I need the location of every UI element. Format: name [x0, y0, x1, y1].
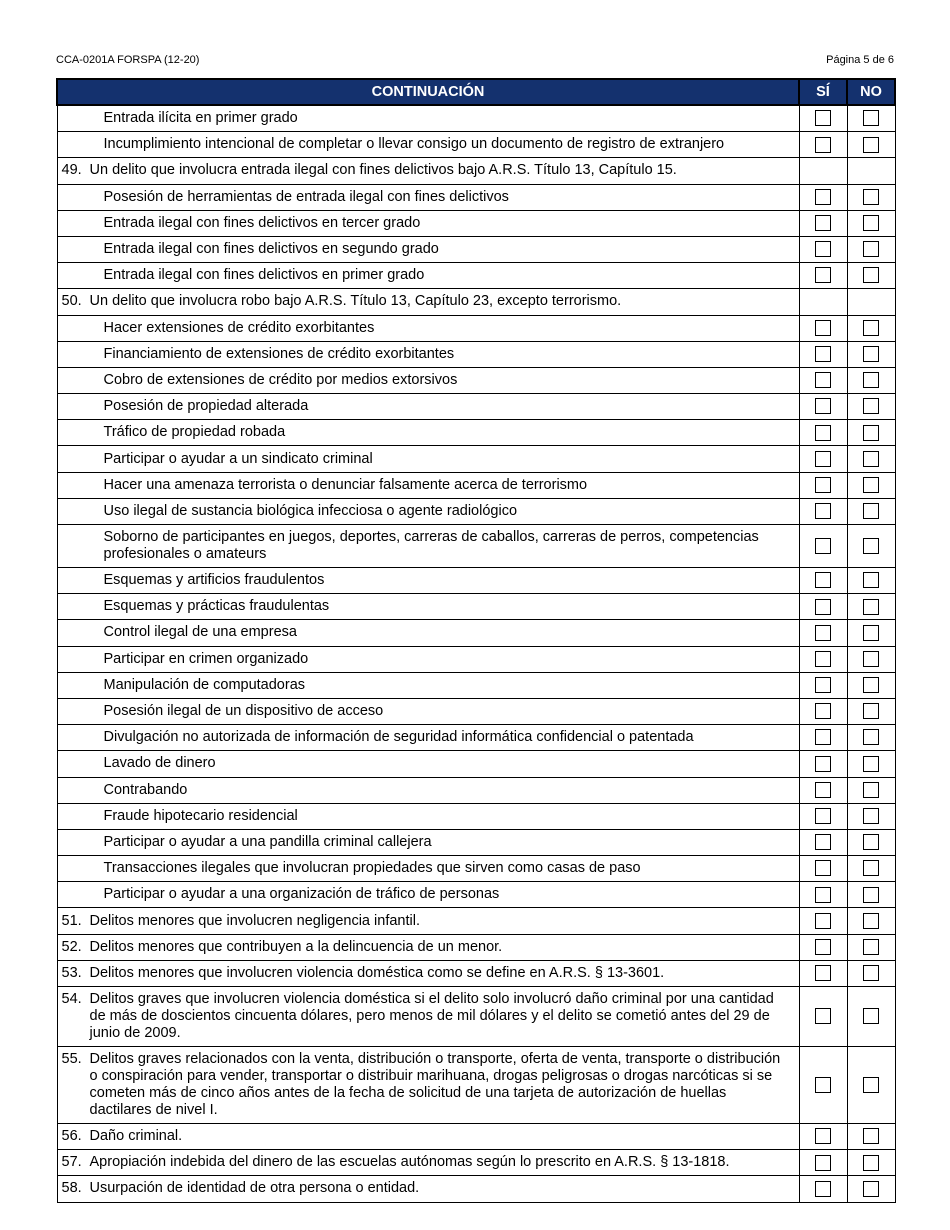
question-cell [57, 184, 799, 210]
question-cell [57, 315, 799, 341]
question-row [57, 960, 895, 986]
sub-item-text: Uso ilegal de sustancia biológica infecciosa o agente radiológico [103, 502, 518, 519]
yes-cell [799, 1124, 847, 1150]
sub-item-text: Posesión ilegal de un dispositivo de acceso [103, 703, 384, 720]
question-row [57, 1176, 895, 1202]
sub-item-row [57, 315, 895, 341]
yes-checkbox[interactable] [815, 599, 831, 615]
sub-item-text: Incumplimiento intencional de completar o llevar consigo un documento de registro de extranjero [103, 136, 725, 153]
question-cell [57, 394, 799, 420]
sub-item-row [57, 646, 895, 672]
yes-checkbox[interactable] [815, 267, 831, 283]
yes-cell [799, 367, 847, 393]
yes-cell [799, 498, 847, 524]
no-checkbox[interactable] [863, 939, 879, 955]
question-row [57, 1124, 895, 1150]
sub-item-text: Participar o ayudar a una pandilla criminal callejera [103, 833, 432, 850]
yes-cell [799, 829, 847, 855]
no-cell [847, 803, 895, 829]
yes-checkbox[interactable] [815, 860, 831, 876]
no-cell [847, 1176, 895, 1202]
question-cell [57, 525, 799, 568]
no-cell [847, 315, 895, 341]
sub-item-row [57, 620, 895, 646]
no-cell [847, 263, 895, 289]
question-number: 53. [61, 964, 82, 981]
sub-item-text: Entrada ilegal con fines delictivos en primer grado [103, 267, 425, 284]
no-checkbox[interactable] [863, 1128, 879, 1144]
yes-cell [799, 394, 847, 420]
question-row [57, 289, 895, 315]
sub-item-text: Transacciones ilegales que involucran propiedades que sirven como casas de paso [103, 860, 641, 877]
no-cell [847, 105, 895, 132]
yes-checkbox[interactable] [815, 503, 831, 519]
yes-checkbox[interactable] [815, 320, 831, 336]
yes-cell [799, 934, 847, 960]
no-cell [847, 420, 895, 446]
question-cell [57, 236, 799, 262]
sub-item-text: Posesión de propiedad alterada [103, 398, 309, 415]
no-cell [847, 934, 895, 960]
page-number: Página 5 de 6 [826, 54, 894, 66]
yes-checkbox[interactable] [815, 189, 831, 205]
yes-cell [799, 568, 847, 594]
yes-cell [799, 803, 847, 829]
sub-item-row [57, 525, 895, 568]
yes-checkbox[interactable] [815, 110, 831, 126]
no-cell [847, 472, 895, 498]
question-cell [57, 1124, 799, 1150]
no-checkbox[interactable] [863, 398, 879, 414]
question-cell [57, 1047, 799, 1124]
sub-item-text: Posesión de herramientas de entrada ilegal con fines delictivos [103, 188, 509, 205]
no-checkbox[interactable] [863, 599, 879, 615]
yes-cell [799, 882, 847, 908]
yes-checkbox[interactable] [815, 398, 831, 414]
sub-item-text: Manipulación de computadoras [103, 676, 306, 693]
sub-item-row [57, 725, 895, 751]
no-cell [847, 341, 895, 367]
sub-item-text: Esquemas y artificios fraudulentos [103, 572, 325, 589]
yes-checkbox[interactable] [815, 1128, 831, 1144]
question-cell [57, 646, 799, 672]
question-cell [57, 568, 799, 594]
yes-checkbox[interactable] [815, 782, 831, 798]
question-text: Delitos graves que involucren violencia doméstica si el delito solo involucró daño criminal por una cantidad de más de doscientos cincuenta dólares, pero menos de mil dólares y el delito se cometió antes del 29 de junio de 2009. [89, 991, 774, 1041]
question-text: Delitos graves relacionados con la venta, distribución o transporte, oferta de venta, transporte o distribución o conspiración para vender, transportar o distribuir marihuana, drogas peligrosas o drogas narcóticas si se cometen más de cinco años antes de la fecha de solicitud de una tarjeta de autorización de huellas dactilares de nivel I. [89, 1051, 781, 1118]
no-cell [847, 1047, 895, 1124]
yes-checkbox[interactable] [815, 965, 831, 981]
no-checkbox[interactable] [863, 372, 879, 388]
sub-item-text: Participar o ayudar a una organización de tráfico de personas [103, 886, 500, 903]
yes-checkbox[interactable] [815, 887, 831, 903]
yes-cell [799, 132, 847, 158]
question-number: 51. [61, 912, 82, 929]
yes-cell [799, 725, 847, 751]
no-cell [847, 568, 895, 594]
yes-checkbox[interactable] [815, 477, 831, 493]
question-cell [57, 105, 799, 132]
yes-checkbox[interactable] [815, 808, 831, 824]
question-cell [57, 1150, 799, 1176]
sub-item-row [57, 856, 895, 882]
question-cell [57, 263, 799, 289]
question-cell [57, 698, 799, 724]
yes-cell [799, 420, 847, 446]
sub-item-row [57, 803, 895, 829]
no-cell [847, 158, 895, 184]
sub-item-row [57, 672, 895, 698]
question-cell [57, 132, 799, 158]
sub-item-row [57, 698, 895, 724]
sub-item-row [57, 498, 895, 524]
yes-cell [799, 184, 847, 210]
sub-item-text: Financiamiento de extensiones de crédito exorbitantes [103, 345, 455, 362]
no-checkbox[interactable] [863, 267, 879, 283]
yes-cell [799, 594, 847, 620]
yes-cell [799, 646, 847, 672]
yes-cell [799, 158, 847, 184]
yes-cell [799, 856, 847, 882]
yes-cell [799, 1176, 847, 1202]
no-checkbox[interactable] [863, 241, 879, 257]
question-number: 54. [61, 991, 82, 1007]
no-checkbox[interactable] [863, 215, 879, 231]
yes-cell [799, 698, 847, 724]
sub-item-row [57, 829, 895, 855]
yes-checkbox[interactable] [815, 625, 831, 641]
question-number: 50. [61, 293, 82, 310]
yes-checkbox[interactable] [815, 137, 831, 153]
question-text: Un delito que involucra entrada ilegal con fines delictivos bajo A.R.S. Título 13, Capítulo 15. [89, 162, 677, 179]
question-cell [57, 210, 799, 236]
question-number: 56. [61, 1128, 82, 1145]
yes-checkbox[interactable] [815, 756, 831, 772]
no-cell [847, 367, 895, 393]
no-checkbox[interactable] [863, 860, 879, 876]
no-cell [847, 1150, 895, 1176]
question-text: Apropiación indebida del dinero de las escuelas autónomas según lo prescrito en A.R.S. § 13-1818. [89, 1154, 730, 1171]
no-cell [847, 751, 895, 777]
no-cell [847, 210, 895, 236]
yes-checkbox[interactable] [815, 425, 831, 441]
no-cell [847, 698, 895, 724]
no-cell [847, 960, 895, 986]
no-checkbox[interactable] [863, 729, 879, 745]
no-cell [847, 908, 895, 934]
sub-item-row [57, 777, 895, 803]
question-cell [57, 856, 799, 882]
sub-item-text: Divulgación no autorizada de información de seguridad informática confidencial o patentada [103, 729, 694, 746]
question-cell [57, 498, 799, 524]
question-cell [57, 620, 799, 646]
yes-checkbox[interactable] [815, 677, 831, 693]
no-checkbox[interactable] [863, 1155, 879, 1171]
no-checkbox[interactable] [863, 1181, 879, 1197]
question-cell [57, 803, 799, 829]
question-cell [57, 1176, 799, 1202]
question-text: Delitos menores que contribuyen a la delincuencia de un menor. [89, 938, 503, 955]
no-cell [847, 620, 895, 646]
question-cell [57, 777, 799, 803]
yes-checkbox[interactable] [815, 939, 831, 955]
question-cell [57, 420, 799, 446]
no-checkbox[interactable] [863, 572, 879, 588]
question-cell [57, 882, 799, 908]
no-cell [847, 594, 895, 620]
sub-item-text: Participar o ayudar a un sindicato criminal [103, 450, 373, 467]
yes-checkbox[interactable] [815, 451, 831, 467]
no-checkbox[interactable] [863, 913, 879, 929]
sub-item-row [57, 446, 895, 472]
question-cell [57, 960, 799, 986]
no-checkbox[interactable] [863, 887, 879, 903]
no-checkbox[interactable] [863, 425, 879, 441]
yes-cell [799, 446, 847, 472]
sub-item-text: Tráfico de propiedad robada [103, 424, 286, 441]
yes-checkbox[interactable] [815, 215, 831, 231]
yes-checkbox[interactable] [815, 913, 831, 929]
no-cell [847, 446, 895, 472]
sub-item-row [57, 132, 895, 158]
question-cell [57, 367, 799, 393]
yes-cell [799, 525, 847, 568]
yes-cell [799, 341, 847, 367]
sub-item-row [57, 210, 895, 236]
no-cell [847, 987, 895, 1047]
no-cell [847, 394, 895, 420]
sub-item-row [57, 236, 895, 262]
question-row [57, 934, 895, 960]
question-cell [57, 987, 799, 1047]
no-cell [847, 672, 895, 698]
yes-cell [799, 751, 847, 777]
question-row [57, 158, 895, 184]
yes-checkbox[interactable] [815, 241, 831, 257]
table-title: CONTINUACIÓN [57, 79, 799, 105]
sub-item-row [57, 341, 895, 367]
sub-item-text: Entrada ilícita en primer grado [103, 110, 298, 127]
no-cell [847, 725, 895, 751]
yes-checkbox[interactable] [815, 1155, 831, 1171]
sub-item-text: Entrada ilegal con fines delictivos en segundo grado [103, 241, 439, 258]
yes-checkbox[interactable] [815, 651, 831, 667]
yes-checkbox[interactable] [815, 1008, 831, 1024]
question-cell [57, 672, 799, 698]
form-id: CCA-0201A FORSPA (12-20) [56, 54, 200, 66]
no-checkbox[interactable] [863, 189, 879, 205]
sub-item-row [57, 420, 895, 446]
question-text: Usurpación de identidad de otra persona o entidad. [89, 1180, 420, 1197]
question-row [57, 1150, 895, 1176]
question-cell [57, 725, 799, 751]
no-checkbox[interactable] [863, 703, 879, 719]
no-cell [847, 236, 895, 262]
yes-cell [799, 263, 847, 289]
no-checkbox[interactable] [863, 625, 879, 641]
yes-column-header: SÍ [799, 79, 847, 105]
yes-checkbox[interactable] [815, 572, 831, 588]
yes-checkbox[interactable] [815, 1181, 831, 1197]
yes-cell [799, 315, 847, 341]
sub-item-text: Fraude hipotecario residencial [103, 807, 298, 824]
no-checkbox[interactable] [863, 503, 879, 519]
question-text: Un delito que involucra robo bajo A.R.S. Título 13, Capítulo 23, excepto terrorismo. [89, 293, 622, 310]
questions-table [56, 78, 896, 1203]
no-checkbox[interactable] [863, 651, 879, 667]
yes-cell [799, 960, 847, 986]
question-cell [57, 158, 799, 184]
yes-cell [799, 987, 847, 1047]
no-cell [847, 289, 895, 315]
sub-item-row [57, 751, 895, 777]
no-checkbox[interactable] [863, 110, 879, 126]
question-cell [57, 341, 799, 367]
yes-checkbox[interactable] [815, 372, 831, 388]
question-cell [57, 446, 799, 472]
yes-cell [799, 908, 847, 934]
sub-item-text: Entrada ilegal con fines delictivos en tercer grado [103, 214, 421, 231]
no-cell [847, 1124, 895, 1150]
no-checkbox[interactable] [863, 538, 879, 554]
question-number: 52. [61, 938, 82, 955]
no-cell [847, 777, 895, 803]
yes-cell [799, 1047, 847, 1124]
sub-item-row [57, 568, 895, 594]
no-checkbox[interactable] [863, 782, 879, 798]
no-checkbox[interactable] [863, 137, 879, 153]
question-cell [57, 289, 799, 315]
sub-item-text: Hacer una amenaza terrorista o denunciar falsamente acerca de terrorismo [103, 476, 588, 493]
no-checkbox[interactable] [863, 477, 879, 493]
sub-item-row [57, 472, 895, 498]
question-cell [57, 594, 799, 620]
question-text: Delitos menores que involucren violencia doméstica como se define en A.R.S. § 13-3601. [89, 964, 665, 981]
yes-cell [799, 1150, 847, 1176]
question-row [57, 987, 895, 1047]
no-checkbox[interactable] [863, 756, 879, 772]
no-cell [847, 882, 895, 908]
question-cell [57, 472, 799, 498]
question-cell [57, 934, 799, 960]
no-checkbox[interactable] [863, 834, 879, 850]
question-row [57, 908, 895, 934]
sub-item-text: Participar en crimen organizado [103, 650, 309, 667]
no-checkbox[interactable] [863, 677, 879, 693]
sub-item-row [57, 882, 895, 908]
question-row [57, 1047, 895, 1124]
sub-item-row [57, 367, 895, 393]
yes-cell [799, 777, 847, 803]
no-checkbox[interactable] [863, 320, 879, 336]
no-cell [847, 525, 895, 568]
sub-item-text: Hacer extensiones de crédito exorbitantes [103, 319, 375, 336]
question-cell [57, 908, 799, 934]
sub-item-row [57, 394, 895, 420]
no-checkbox[interactable] [863, 965, 879, 981]
question-number: 58. [61, 1180, 82, 1197]
sub-item-row [57, 184, 895, 210]
question-cell [57, 829, 799, 855]
no-checkbox[interactable] [863, 1077, 879, 1093]
question-text: Daño criminal. [89, 1128, 183, 1145]
no-checkbox[interactable] [863, 451, 879, 467]
yes-checkbox[interactable] [815, 729, 831, 745]
no-cell [847, 646, 895, 672]
no-checkbox[interactable] [863, 346, 879, 362]
no-cell [847, 498, 895, 524]
sub-item-text: Control ilegal de una empresa [103, 624, 297, 641]
yes-checkbox[interactable] [815, 834, 831, 850]
sub-item-text: Lavado de dinero [103, 755, 216, 772]
sub-item-text: Contrabando [103, 781, 188, 798]
question-number: 49. [61, 162, 82, 179]
sub-item-row [57, 263, 895, 289]
yes-cell [799, 620, 847, 646]
no-column-header: NO [847, 79, 895, 105]
yes-checkbox[interactable] [815, 1077, 831, 1093]
no-checkbox[interactable] [863, 808, 879, 824]
no-checkbox[interactable] [863, 1008, 879, 1024]
table-header-row [57, 79, 895, 105]
sub-item-text: Esquemas y prácticas fraudulentas [103, 598, 330, 615]
yes-checkbox[interactable] [815, 703, 831, 719]
no-cell [847, 132, 895, 158]
yes-cell [799, 289, 847, 315]
yes-cell [799, 236, 847, 262]
question-text: Delitos menores que involucren negligencia infantil. [89, 912, 420, 929]
no-cell [847, 829, 895, 855]
question-number: 57. [61, 1154, 82, 1171]
no-cell [847, 184, 895, 210]
yes-cell [799, 472, 847, 498]
sub-item-text: Soborno de participantes en juegos, deportes, carreras de caballos, carreras de perros, competencias profesionales o amateurs [103, 529, 759, 562]
sub-item-row [57, 594, 895, 620]
yes-cell [799, 210, 847, 236]
yes-checkbox[interactable] [815, 346, 831, 362]
no-cell [847, 856, 895, 882]
question-cell [57, 751, 799, 777]
yes-cell [799, 105, 847, 132]
yes-checkbox[interactable] [815, 538, 831, 554]
sub-item-row [57, 105, 895, 132]
question-number: 55. [61, 1051, 82, 1067]
yes-cell [799, 672, 847, 698]
sub-item-text: Cobro de extensiones de crédito por medios extorsivos [103, 371, 458, 388]
